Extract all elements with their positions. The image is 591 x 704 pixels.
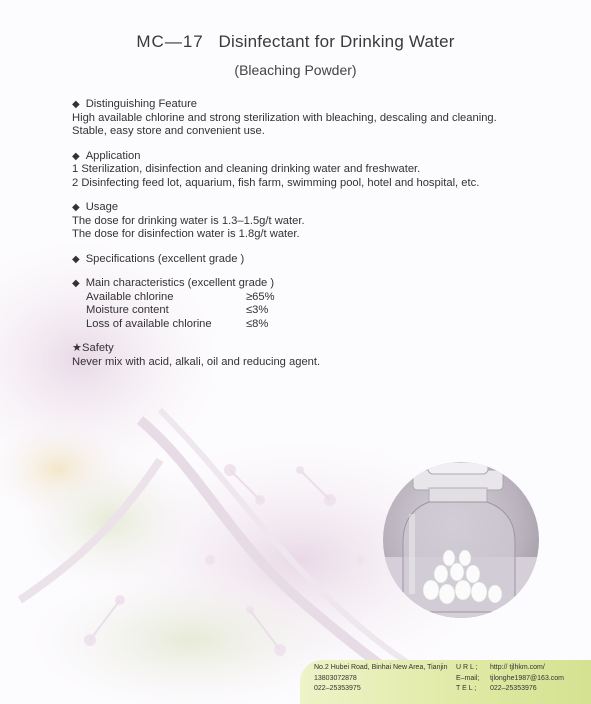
product-title [0,32,591,52]
application-line: 1 Sterilization, disinfection and cleaning drinking water and freshwater. [72,163,421,175]
characteristic-name: Available chlorine [86,290,174,303]
section-specifications [72,253,572,267]
section-characteristics [72,277,572,331]
product-description [72,98,572,380]
diamond-bullet-icon: ◆ [72,99,80,110]
application-line: 2 Disinfecting feed lot, aquarium, fish farm, swimming pool, hotel and hospital, etc. [72,176,480,189]
section-heading: ★Safety [72,342,114,354]
characteristic-row [86,304,572,318]
feature-line: Stable, easy store and convenient use. [72,125,265,137]
section-application [72,150,572,191]
characteristic-value: ≥65% [246,290,275,303]
section-heading: ◆ Application [72,149,141,162]
section-feature [72,98,572,139]
section-heading: ◆ Main characteristics (excellent grade ) [72,277,275,289]
feature-line: High available chlorine and strong sterilization with bleaching, descaling and cleaning. [72,111,497,124]
diamond-bullet-icon: ◆ [72,150,80,162]
characteristic-name: Loss of available chlorine [86,317,212,330]
section-heading: ◆ Usage [72,201,119,213]
characteristic-row [86,291,572,305]
url-label: U R L ; [456,664,478,671]
footer-contact-block [456,663,564,695]
tel-label: T E L ; [456,685,477,692]
safety-line: Never mix with acid, alkali, oil and reducing agent. [72,355,321,368]
tel-number: 022–25353976 [489,685,537,692]
characteristic-row [86,318,572,332]
characteristic-value: ≤8% [246,317,269,330]
characteristic-value: ≤3% [246,304,269,316]
characteristics-table [86,291,572,332]
product-name: Disinfectant for Drinking Water [218,32,455,51]
company-address: No.2 Hubei Road, Binhai New Area, Tianjin [314,664,448,671]
product-code: MC—17 [136,32,204,51]
jar-illustration [383,462,539,618]
section-heading: ◆ Specifications (excellent grade ) [72,252,245,265]
product-jar-photo [383,462,539,618]
characteristic-name: Moisture content [86,304,169,316]
section-usage [72,201,572,242]
phone-number: 022–25353975 [314,685,361,692]
website-link[interactable]: http:// tjlhkm.com/ [489,664,545,671]
contact-footer [300,660,591,704]
email-label: E–mail; [456,674,480,682]
section-safety [72,342,572,369]
footer-address-block [314,663,447,695]
usage-line: The dose for disinfection water is 1.8g/t water. [72,228,300,240]
phone-number: 13803072878 [314,674,357,682]
diamond-bullet-icon: ◆ [72,253,80,265]
email-link[interactable]: tjlonghe1987@163.com [489,674,564,682]
usage-line: The dose for drinking water is 1.3–1.5g/t water. [72,214,305,227]
product-subtitle: (Bleaching Powder) [234,62,357,78]
diamond-bullet-icon: ◆ [72,278,80,289]
section-heading: ◆ Distinguishing Feature [72,98,198,110]
diamond-bullet-icon: ◆ [72,202,80,213]
